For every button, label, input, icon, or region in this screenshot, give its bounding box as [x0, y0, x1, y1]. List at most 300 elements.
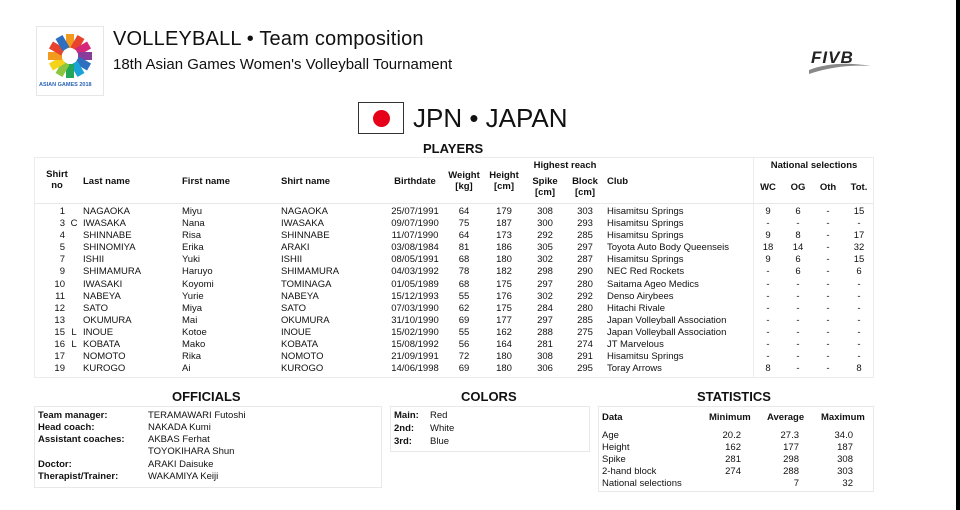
cell-first: Risa — [182, 230, 202, 242]
header-shirt: Shirt — [46, 169, 68, 180]
cell-weight: 69 — [458, 314, 470, 326]
cell-last: NOMOTO — [83, 351, 126, 363]
header-spike-label: Spike — [532, 176, 558, 187]
cell-tot: 6 — [856, 266, 862, 278]
cell-og: 6 — [795, 266, 801, 278]
cell-role: C — [70, 218, 78, 230]
cell-spike: 308 — [537, 351, 553, 363]
header-national-selections: National selections — [770, 160, 858, 171]
cell-no: 9 — [59, 266, 65, 278]
cell-tot: - — [857, 339, 861, 351]
cell-no: 5 — [59, 242, 65, 254]
document-title: VOLLEYBALL • Team composition — [113, 28, 424, 50]
cell-weight: 72 — [458, 351, 470, 363]
stat-row — [599, 478, 875, 490]
cell-spike: 306 — [537, 363, 553, 375]
stat-row — [599, 430, 875, 442]
cell-block: 287 — [577, 254, 593, 266]
cell-oth: - — [826, 254, 830, 266]
players-title: PLAYERS — [423, 141, 484, 156]
cell-last: ISHII — [83, 254, 105, 266]
cell-first: Mai — [182, 314, 198, 326]
cell-birth: 31/10/1990 — [391, 314, 439, 326]
cell-oth: - — [826, 326, 830, 338]
cell-tot: 8 — [856, 363, 862, 375]
table-row — [35, 363, 873, 375]
cell-oth: - — [826, 314, 830, 326]
cell-spike: 298 — [537, 266, 553, 278]
cell-spike: 292 — [537, 230, 553, 242]
cell-birth: 15/02/1990 — [391, 326, 439, 338]
cell-oth: - — [826, 363, 830, 375]
colors-panel — [390, 406, 590, 452]
stat-label: Age — [602, 430, 619, 441]
assistant-coach-2: TOYOKIHARA Shun — [148, 446, 235, 457]
cell-first: Yurie — [182, 290, 204, 302]
cell-wc: 9 — [765, 254, 771, 266]
stat-label: National selections — [602, 478, 682, 489]
cell-role: L — [71, 339, 77, 351]
cell-og: - — [796, 218, 800, 230]
cell-birth: 14/06/1998 — [391, 363, 439, 375]
cell-oth: - — [826, 302, 830, 314]
cell-height: 179 — [496, 206, 512, 217]
header-height-label: Height — [489, 170, 519, 181]
therapist-name: WAKAMIYA Keiji — [148, 471, 219, 482]
cell-birth: 04/03/1992 — [391, 266, 439, 278]
cell-og: - — [796, 290, 800, 302]
header-weight-unit: [kg] — [455, 181, 473, 192]
cell-height: 180 — [496, 351, 512, 363]
cell-spike: 302 — [537, 254, 553, 266]
cell-birth: 15/08/1992 — [391, 339, 439, 351]
cell-no: 1 — [59, 206, 65, 217]
stat-max: 308 — [837, 454, 853, 465]
officials-title: OFFICIALS — [172, 389, 241, 404]
cell-oth: - — [826, 230, 830, 242]
players-table-header — [35, 158, 873, 204]
cell-tot: 17 — [853, 230, 865, 242]
cell-shirt: NOMOTO — [281, 351, 324, 363]
cell-block: 290 — [577, 266, 593, 278]
stat-avg: 177 — [783, 442, 799, 453]
cell-spike: 297 — [537, 314, 553, 326]
officials-panel — [34, 406, 382, 488]
flag-disc — [373, 110, 390, 127]
stat-row — [599, 442, 875, 454]
stat-label: Spike — [602, 454, 626, 465]
cell-height: 164 — [496, 339, 512, 351]
cell-first: Miya — [182, 302, 203, 314]
table-row — [35, 327, 873, 339]
cell-last: KOBATA — [83, 339, 121, 351]
cell-last: SHINNABE — [83, 230, 132, 242]
cell-last: IWASAKA — [83, 218, 126, 230]
stat-avg: 7 — [793, 478, 799, 489]
cell-shirt: IWASAKA — [281, 218, 324, 230]
table-row — [35, 351, 873, 363]
cell-oth: - — [826, 266, 830, 278]
cell-spike: 302 — [537, 290, 553, 302]
header-no: no — [51, 180, 63, 191]
cell-height: 182 — [496, 266, 512, 278]
cell-club: Hisamitsu Springs — [607, 230, 684, 242]
cell-first: Kotoe — [182, 326, 207, 338]
color-main-label: Main: — [394, 410, 419, 421]
cell-no: 16 — [54, 339, 65, 351]
cell-no: 10 — [54, 278, 65, 290]
color-second-value: White — [430, 423, 455, 434]
header-tot: Tot. — [850, 182, 868, 193]
cell-club: Japan Volleyball Association — [607, 326, 727, 338]
cell-weight: 62 — [458, 302, 470, 314]
cell-wc: - — [766, 351, 770, 363]
stat-min: 20.2 — [722, 430, 741, 441]
table-row — [35, 291, 873, 303]
color-third-value: Blue — [430, 436, 450, 447]
cell-og: 6 — [795, 206, 801, 217]
cell-shirt: INOUE — [281, 326, 312, 338]
table-row — [35, 206, 873, 218]
cell-wc: - — [766, 266, 770, 278]
cell-og: - — [796, 302, 800, 314]
cell-tot: - — [857, 351, 861, 363]
header-birthdate: Birthdate — [394, 176, 436, 187]
cell-block: 295 — [577, 363, 593, 375]
table-row — [35, 254, 873, 266]
cell-club: Hisamitsu Springs — [607, 351, 684, 363]
cell-no: 17 — [54, 351, 65, 363]
cell-height: 177 — [496, 314, 512, 326]
cell-oth: - — [826, 278, 830, 290]
header-block — [567, 176, 603, 198]
cell-block: 303 — [577, 206, 593, 217]
cell-birth: 21/09/1991 — [391, 351, 439, 363]
color-third-label: 3rd: — [394, 436, 412, 447]
header-wc: WC — [760, 182, 776, 193]
head-coach-name: NAKADA Kumi — [148, 422, 211, 433]
stat-max: 187 — [837, 442, 853, 453]
table-row — [35, 230, 873, 242]
cell-club: Hisamitsu Springs — [607, 254, 684, 266]
cell-og: - — [796, 278, 800, 290]
cell-wc: 9 — [765, 206, 771, 217]
cell-og: 14 — [792, 242, 804, 254]
cell-block: 280 — [577, 302, 593, 314]
header-weight — [445, 170, 483, 192]
cell-first: Erika — [182, 242, 204, 254]
cell-first: Ai — [182, 363, 191, 375]
cell-height: 175 — [496, 278, 512, 290]
cell-og: - — [796, 339, 800, 351]
color-main-value: Red — [430, 410, 448, 421]
cell-height: 176 — [496, 290, 512, 302]
stat-label: 2-hand block — [602, 466, 657, 477]
cell-weight: 78 — [458, 266, 470, 278]
stat-row — [599, 454, 875, 466]
cell-oth: - — [826, 218, 830, 230]
header-shirt-name: Shirt name — [281, 176, 331, 187]
cell-og: - — [796, 314, 800, 326]
cell-first: Yuki — [182, 254, 200, 266]
asian-games-emblem-icon — [41, 30, 99, 80]
cell-weight: 64 — [458, 206, 470, 217]
cell-no: 7 — [59, 254, 65, 266]
cell-shirt: ISHII — [281, 254, 303, 266]
cell-block: 292 — [577, 290, 593, 302]
cell-spike: 308 — [537, 206, 553, 217]
cell-og: - — [796, 326, 800, 338]
cell-shirt: NABEYA — [281, 290, 319, 302]
cell-birth: 08/05/1991 — [391, 254, 439, 266]
head-coach-label: Head coach: — [38, 422, 95, 433]
cell-block: 291 — [577, 351, 593, 363]
cell-weight: 56 — [458, 339, 470, 351]
stat-avg: 288 — [783, 466, 799, 477]
stat-avg: 27.3 — [780, 430, 799, 441]
cell-club: Toyota Auto Body Queenseis — [607, 242, 729, 254]
cell-last: NAGAOKA — [83, 206, 130, 217]
cell-wc: - — [766, 278, 770, 290]
cell-tot: 15 — [853, 254, 865, 266]
stat-avg: 298 — [783, 454, 799, 465]
cell-tot: - — [857, 290, 861, 302]
cell-no: 11 — [55, 290, 65, 302]
cell-weight: 69 — [458, 363, 470, 375]
cell-oth: - — [826, 351, 830, 363]
stat-max: 303 — [837, 466, 853, 477]
cell-shirt: SHIMAMURA — [281, 266, 340, 278]
header-last-name: Last name — [83, 176, 130, 187]
stat-header-minimum: Minimum — [709, 412, 751, 423]
header-spike — [527, 176, 563, 198]
cell-club: Saitama Ageo Medics — [607, 278, 699, 290]
cell-weight: 81 — [458, 242, 470, 254]
header-club: Club — [607, 176, 629, 187]
cell-first: Rika — [182, 351, 202, 363]
cell-first: Miyu — [182, 206, 203, 217]
table-row — [35, 279, 873, 291]
cell-tot: - — [857, 302, 861, 314]
cell-club: Hisamitsu Springs — [607, 206, 684, 217]
cell-block: 285 — [577, 230, 593, 242]
cell-no: 13 — [54, 314, 65, 326]
stat-row — [599, 466, 875, 478]
header-height-unit: [cm] — [493, 181, 515, 192]
cell-first: Nana — [182, 218, 205, 230]
doctor-label: Doctor: — [38, 459, 72, 470]
cell-last: SATO — [83, 302, 108, 314]
stat-min: 162 — [725, 442, 741, 453]
cell-last: NABEYA — [83, 290, 121, 302]
cell-block: 274 — [577, 339, 593, 351]
cell-shirt: TOMINAGA — [281, 278, 332, 290]
cell-birth: 07/03/1990 — [391, 302, 439, 314]
cell-shirt: NAGAOKA — [281, 206, 328, 217]
cell-oth: - — [826, 242, 830, 254]
color-third — [394, 436, 450, 447]
logo-caption: ASIAN GAMES 2018 — [39, 82, 92, 88]
cell-height: 175 — [496, 302, 512, 314]
cell-birth: 03/08/1984 — [391, 242, 439, 254]
stat-label: Height — [602, 442, 630, 453]
asian-games-logo — [36, 26, 104, 96]
cell-no: 3 — [59, 218, 65, 230]
cell-height: 180 — [496, 254, 512, 266]
cell-height: 162 — [496, 326, 512, 338]
assistant-coaches-label: Assistant coaches: — [38, 434, 125, 445]
cell-spike: 288 — [537, 326, 553, 338]
cell-first: Haruyo — [182, 266, 213, 278]
color-second-label: 2nd: — [394, 423, 415, 434]
players-table-body — [35, 204, 873, 377]
cell-height: 180 — [496, 363, 512, 375]
cell-club: JT Marvelous — [607, 339, 664, 351]
cell-tot: - — [857, 326, 861, 338]
table-row — [35, 303, 873, 315]
cell-last: KUROGO — [83, 363, 126, 375]
header-oth: Oth — [819, 182, 837, 193]
cell-last: SHIMAMURA — [83, 266, 142, 278]
cell-birth: 15/12/1993 — [391, 290, 439, 302]
stat-max: 32 — [842, 478, 853, 489]
colors-title: COLORS — [461, 389, 517, 404]
cell-wc: 8 — [765, 363, 771, 375]
cell-height: 173 — [496, 230, 512, 242]
stat-header-data: Data — [602, 412, 623, 423]
cell-block: 293 — [577, 218, 593, 230]
cell-wc: - — [766, 326, 770, 338]
cell-last: IWASAKI — [83, 278, 123, 290]
therapist-label: Therapist/Trainer: — [38, 471, 119, 482]
cell-weight: 68 — [458, 254, 470, 266]
cell-oth: - — [826, 206, 830, 217]
cell-spike: 305 — [537, 242, 553, 254]
cell-weight: 64 — [458, 230, 470, 242]
cell-birth: 11/07/1990 — [391, 230, 439, 242]
cell-birth: 25/07/1991 — [391, 206, 439, 217]
cell-shirt: KOBATA — [281, 339, 319, 351]
header-og: OG — [790, 182, 806, 193]
cell-last: OKUMURA — [83, 314, 132, 326]
cell-block: 280 — [577, 278, 593, 290]
cell-wc: - — [766, 314, 770, 326]
color-main — [394, 410, 448, 421]
cell-no: 12 — [54, 302, 65, 314]
cell-shirt: OKUMURA — [281, 314, 330, 326]
cell-shirt: KUROGO — [281, 363, 324, 375]
table-row — [35, 315, 873, 327]
table-row — [35, 242, 873, 254]
cell-weight: 68 — [458, 278, 470, 290]
cell-no: 15 — [54, 326, 65, 338]
table-row — [35, 266, 873, 278]
cell-tot: - — [857, 218, 861, 230]
cell-tot: - — [857, 314, 861, 326]
players-table — [34, 157, 874, 378]
cell-oth: - — [826, 290, 830, 302]
cell-birth: 01/05/1989 — [391, 278, 439, 290]
header-height — [485, 170, 523, 192]
cell-tot: 15 — [853, 206, 865, 217]
cell-weight: 55 — [458, 326, 470, 338]
cell-no: 4 — [59, 230, 65, 242]
cell-club: Denso Airybees — [607, 290, 674, 302]
header-block-unit: [cm] — [574, 187, 596, 198]
cell-spike: 297 — [537, 278, 553, 290]
stat-min: 274 — [725, 466, 741, 477]
japan-flag-icon — [358, 102, 404, 134]
cell-club: Toray Arrows — [607, 363, 662, 375]
statistics-title: STATISTICS — [697, 389, 771, 404]
statistics-panel — [598, 406, 874, 492]
cell-og: - — [796, 351, 800, 363]
cell-birth: 09/07/1990 — [391, 218, 439, 230]
cell-spike: 300 — [537, 218, 553, 230]
cell-og: 6 — [795, 254, 801, 266]
cell-block: 285 — [577, 314, 593, 326]
color-second — [394, 423, 455, 434]
cell-last: INOUE — [83, 326, 114, 338]
cell-height: 187 — [496, 218, 512, 230]
cell-wc: - — [766, 302, 770, 314]
cell-tot: - — [857, 278, 861, 290]
header-weight-label: Weight — [448, 170, 480, 181]
cell-club: Japan Volleyball Association — [607, 314, 727, 326]
cell-weight: 75 — [458, 218, 470, 230]
fivb-wordmark: FIVB — [811, 48, 854, 67]
stat-header-average: Average — [767, 412, 805, 423]
cell-spike: 284 — [537, 302, 553, 314]
stat-min: 281 — [725, 454, 741, 465]
cell-role: L — [71, 326, 77, 338]
stat-max: 34.0 — [834, 430, 853, 441]
cell-club: Hitachi Rivale — [607, 302, 666, 314]
cell-block: 297 — [577, 242, 593, 254]
cell-block: 275 — [577, 326, 593, 338]
header-block-label: Block — [572, 176, 598, 187]
cell-club: NEC Red Rockets — [607, 266, 685, 278]
doctor-name: ARAKI Daisuke — [148, 459, 214, 470]
cell-oth: - — [826, 339, 830, 351]
header-first-name: First name — [182, 176, 231, 187]
cell-first: Koyomi — [182, 278, 214, 290]
cell-wc: - — [766, 339, 770, 351]
team-manager-name: TERAMAWARI Futoshi — [148, 410, 246, 421]
fivb-logo — [805, 36, 875, 78]
cell-shirt: ARAKI — [281, 242, 310, 254]
cell-tot: 32 — [853, 242, 865, 254]
cell-spike: 281 — [537, 339, 553, 351]
stat-header-maximum: Maximum — [821, 412, 865, 423]
team-manager-label: Team manager: — [38, 410, 108, 421]
cell-last: SHINOMIYA — [83, 242, 136, 254]
cell-wc: 9 — [765, 230, 771, 242]
header-shirt-no — [39, 169, 75, 191]
table-row — [35, 339, 873, 351]
cell-wc: 18 — [762, 242, 774, 254]
assistant-coach-1: AKBAS Ferhat — [148, 434, 210, 445]
cell-first: Mako — [182, 339, 206, 351]
header-highest-reach: Highest reach — [533, 160, 597, 171]
cell-og: 8 — [795, 230, 801, 242]
tournament-name: 18th Asian Games Women's Volleyball Tournament — [113, 56, 453, 73]
cell-height: 186 — [496, 242, 512, 254]
cell-og: - — [796, 363, 800, 375]
cell-no: 19 — [54, 363, 65, 375]
table-row — [35, 218, 873, 230]
cell-wc: - — [766, 290, 770, 302]
